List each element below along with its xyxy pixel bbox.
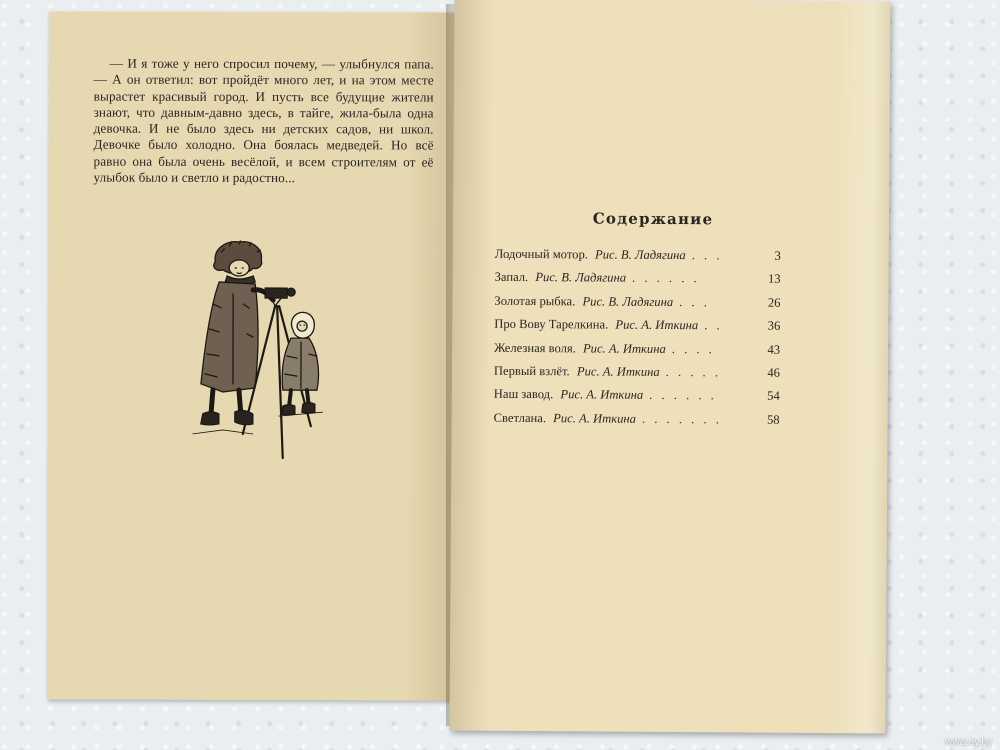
- toc-entry: [494, 364, 780, 389]
- toc-entry-illustrator: Рис. В. Ладягина: [535, 270, 627, 286]
- toc-entry-title: Про Вову Тарелкина.: [494, 316, 609, 332]
- toc-entry-leader: . . . . . .: [632, 271, 700, 286]
- toc-entry-leader: . .: [704, 318, 723, 333]
- right-page: [449, 0, 890, 734]
- toc-entry: [494, 340, 780, 365]
- toc-entry-title: Светлана.: [493, 410, 547, 425]
- toc-entry-page: 36: [767, 318, 781, 333]
- table-of-contents: [494, 247, 781, 436]
- toc-title: Содержание: [592, 209, 714, 229]
- toc-entry-page: 58: [766, 412, 780, 427]
- toc-entry: [495, 270, 781, 295]
- toc-entry-illustrator: Рис. А. Иткина: [582, 340, 666, 356]
- toc-entry-page: 43: [767, 342, 781, 357]
- toc-entry-illustrator: Рис. А. Иткина: [615, 317, 699, 333]
- toc-entry-illustrator: Рис. А. Иткина: [553, 410, 637, 426]
- toc-entry: [494, 317, 780, 342]
- toc-entry-title: Железная воля.: [494, 340, 576, 355]
- toc-entry-illustrator: Рис. В. Ладягина: [582, 294, 674, 309]
- toc-entry-illustrator: Рис. А. Иткина: [576, 364, 660, 379]
- left-page: [47, 11, 455, 700]
- toc-entry-leader: . . . . .: [665, 364, 722, 380]
- toc-entry-title: Золотая рыбка.: [494, 293, 576, 309]
- toc-entry-page: 54: [767, 389, 780, 404]
- toc-entry-page: 3: [774, 248, 781, 263]
- toc-entry-leader: . . .: [691, 248, 723, 263]
- toc-entry-leader: . . . . . . .: [641, 411, 722, 427]
- toc-entry-leader: . . . . . .: [649, 388, 717, 403]
- toc-entry-illustrator: Рис. А. Иткина: [560, 387, 644, 403]
- toc-entry-title: Лодочный мотор.: [494, 246, 588, 262]
- toc-entry: [495, 247, 781, 272]
- surveyor-illustration: [183, 234, 324, 462]
- toc-entry-page: 26: [767, 295, 781, 310]
- toc-entry-title: Первый взлёт.: [493, 363, 570, 379]
- story-paragraph: — И я тоже у него спросил почему, — улыбнулся папа. — А он ответил: вот пройдёт много лет, и на этом месте вырастет красивый город. И пусть все будущие жители знают, что давным-давно здесь, в тайге, жила-была одна девочка. И не было здесь ни детских садов, ни школ. Девочке было холодно. Она боялась медведей. Но всё равно она была очень весёлой, и всем строителям от её улыбок было и светло и радостно...: [93, 55, 434, 186]
- toc-entry-page: 13: [767, 272, 781, 287]
- toc-entry-title: Наш завод.: [493, 387, 554, 402]
- toc-entry-page: 46: [767, 365, 781, 380]
- toc-entry-leader: . . . .: [671, 341, 715, 356]
- toc-entry: [494, 411, 780, 436]
- toc-entry-title: Запал.: [494, 270, 529, 285]
- toc-entry: [494, 387, 780, 412]
- toc-entry-leader: . . .: [679, 294, 710, 310]
- watermark: www.ay.by: [944, 737, 992, 748]
- toc-entry: [494, 294, 780, 319]
- toc-entry-illustrator: Рис. В. Ладягина: [595, 247, 686, 263]
